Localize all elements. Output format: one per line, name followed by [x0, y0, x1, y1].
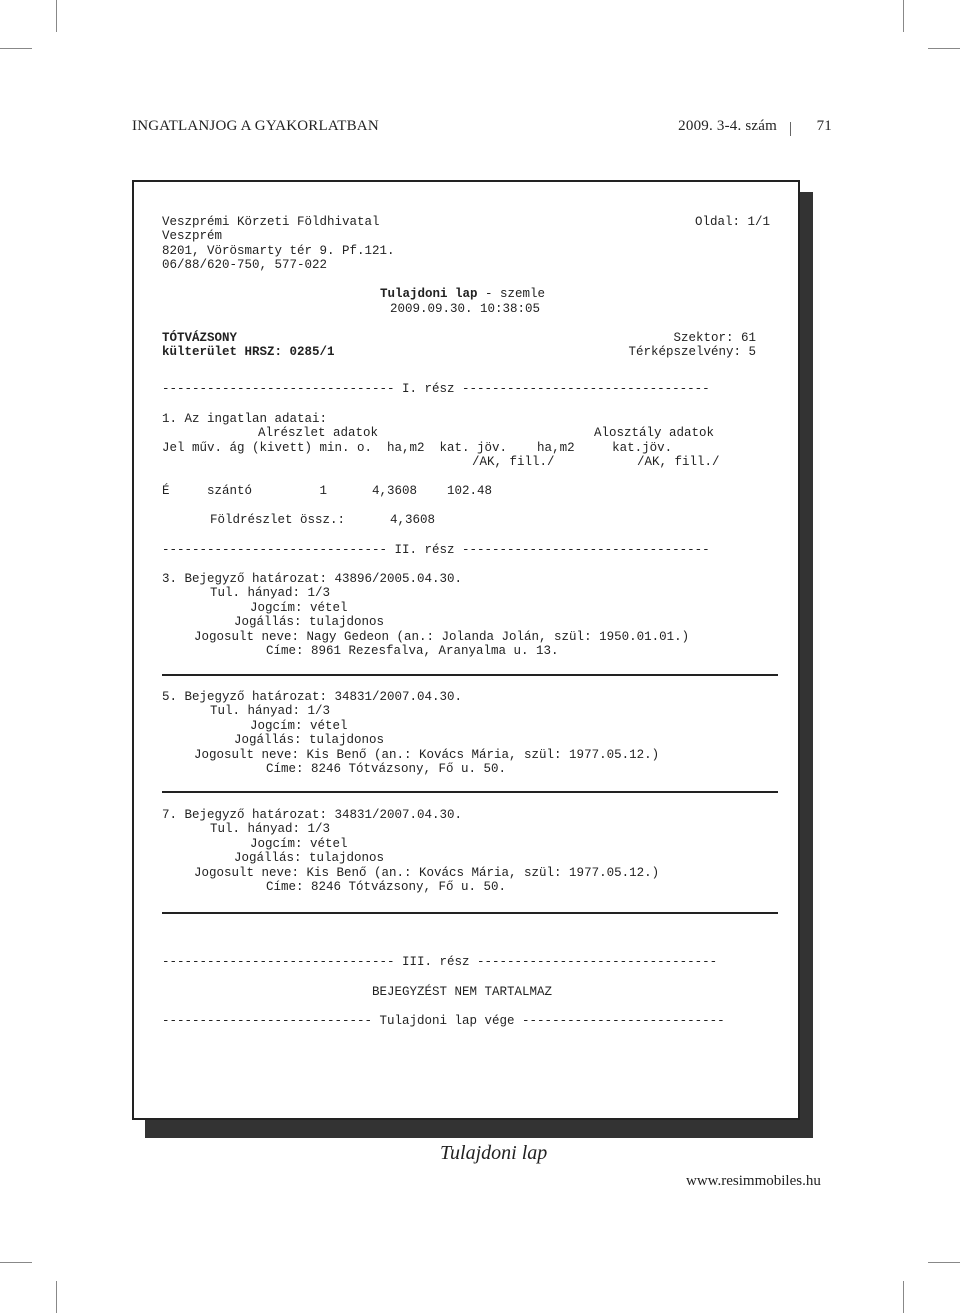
entry-status: Jogállás: tulajdonos: [234, 615, 385, 629]
property-heading: 1. Az ingatlan adatai:: [162, 412, 328, 426]
office-name: Veszprémi Körzeti Földhivatal: [162, 215, 380, 229]
sheet-title-bold: Tulajdoni lap: [380, 287, 478, 301]
issue-label: 2009. 3-4. szám: [678, 118, 777, 134]
parcel-total: Földrészlet össz.: 4,3608: [210, 513, 436, 527]
entry-address: Címe: 8246 Tótvázsony, Fő u. 50.: [266, 880, 507, 894]
page-number: 71: [816, 118, 832, 134]
header-divider: [790, 122, 791, 136]
entry-heading: 5. Bejegyző határozat: 34831/2007.04.30.: [162, 690, 463, 704]
part1-separator: ------------------------------- I. rész ---------------------------------: [162, 382, 710, 396]
table-header-2: /AK, fill./ /AK, fill./: [472, 455, 720, 469]
entry-address: Címe: 8246 Tótvázsony, Fő u. 50.: [266, 762, 507, 776]
sheet-title: [380, 287, 545, 301]
part3-text: BEJEGYZÉST NEM TARTALMAZ: [372, 985, 553, 999]
entry-address: Címe: 8961 Rezesfalva, Aranyalma u. 13.: [266, 644, 559, 658]
settlement-name: TÓTVÁZSONY: [162, 331, 238, 345]
crop-mark: [56, 0, 57, 32]
office-phone: 06/88/620-750, 577-022: [162, 258, 328, 272]
land-registry-sheet: [132, 180, 800, 1120]
entry-status: Jogállás: tulajdonos: [234, 851, 385, 865]
entry-owner: Jogosult neve: Kis Benő (an.: Kovács Mária, szül: 1977.05.12.): [194, 866, 660, 880]
running-head: [132, 118, 832, 142]
entry-status: Jogállás: tulajdonos: [234, 733, 385, 747]
crop-mark: [0, 48, 32, 49]
part2-separator: ------------------------------ II. rész ---------------------------------: [162, 543, 710, 557]
crop-mark: [903, 1281, 904, 1313]
crop-mark: [928, 1262, 960, 1263]
office-address: 8201, Vörösmarty tér 9. Pf.121.: [162, 244, 395, 258]
entry-heading: 3. Bejegyző határozat: 43896/2005.04.30.: [162, 572, 463, 586]
table-row: É szántó 1 4,3608 102.48: [162, 484, 493, 498]
journal-title: INGATLANJOG A GYAKORLATBAN: [132, 118, 379, 134]
subdivision-heading: Alosztály adatok: [594, 426, 715, 440]
entry-divider: [162, 674, 778, 676]
entry-share: Tul. hányad: 1/3: [210, 704, 331, 718]
parcel-id: külterület HRSZ: 0285/1: [162, 345, 335, 359]
crop-mark: [903, 0, 904, 32]
office-city: Veszprém: [162, 229, 223, 243]
entry-owner: Jogosult neve: Nagy Gedeon (an.: Jolanda Jolán, szül: 1950.01.01.): [194, 630, 690, 644]
entry-divider: [162, 912, 778, 914]
sector: Szektor: 61: [673, 331, 756, 345]
crop-mark: [0, 1262, 32, 1263]
entry-title: Jogcím: vétel: [250, 719, 348, 733]
part3-separator: ------------------------------- III. rész --------------------------------: [162, 955, 718, 969]
subparcel-heading: Alrészlet adatok: [258, 426, 379, 440]
query-datetime: 2009.09.30. 10:38:05: [390, 302, 541, 316]
entry-heading: 7. Bejegyző határozat: 34831/2007.04.30.: [162, 808, 463, 822]
entry-title: Jogcím: vétel: [250, 601, 348, 615]
sheet-title-rest: - szemle: [477, 287, 546, 301]
map-sheet: Térképszelvény: 5: [628, 345, 756, 359]
page-info: Oldal: 1/1: [694, 215, 770, 229]
entry-divider: [162, 791, 778, 793]
entry-title: Jogcím: vétel: [250, 837, 348, 851]
crop-mark: [928, 48, 960, 49]
end-of-sheet-line: ---------------------------- Tulajdoni lap vége ---------------------------: [162, 1014, 725, 1028]
entry-share: Tul. hányad: 1/3: [210, 586, 331, 600]
entry-share: Tul. hányad: 1/3: [210, 822, 331, 836]
entry-owner: Jogosult neve: Kis Benő (an.: Kovács Mária, szül: 1977.05.12.): [194, 748, 660, 762]
crop-mark: [56, 1281, 57, 1313]
website-url: www.resimmobiles.hu: [686, 1173, 821, 1189]
table-header-1: Jel műv. ág (kivett) min. o. ha,m2 kat. jöv. ha,m2 kat.jöv.: [162, 441, 673, 455]
figure-caption: Tulajdoni lap: [440, 1142, 548, 1164]
